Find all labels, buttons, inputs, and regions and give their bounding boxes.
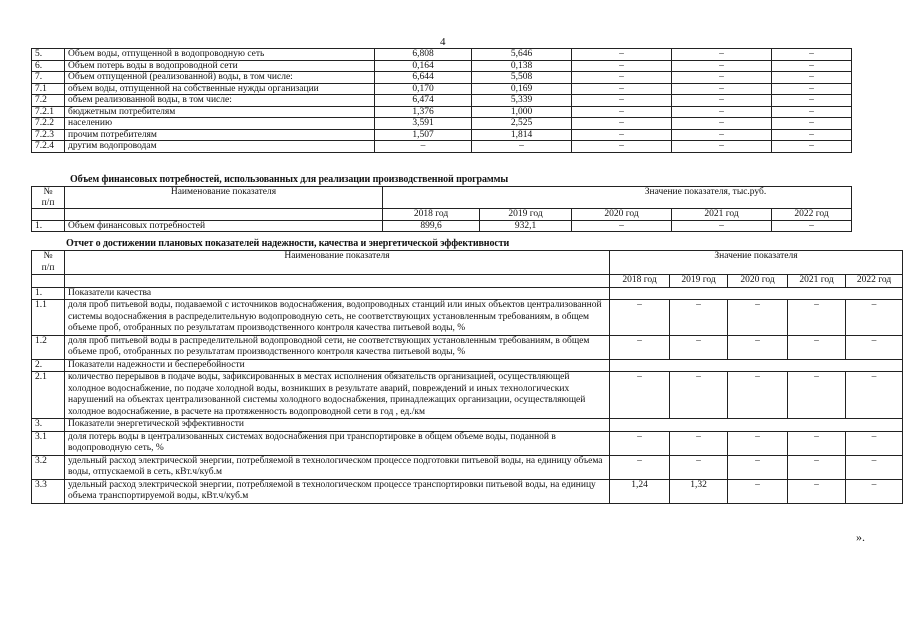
- value-2020: –: [572, 72, 672, 84]
- table-row: [32, 431, 903, 455]
- row-name: Объем потерь воды в водопроводной сети: [65, 60, 375, 72]
- value-2020: –: [572, 95, 672, 107]
- table-row: [32, 220, 852, 232]
- value-2019: 0,138: [472, 60, 572, 72]
- value-2020: –: [572, 60, 672, 72]
- value-2021: –: [672, 141, 772, 153]
- row-name: прочим потребителям: [65, 129, 375, 141]
- value-2021: –: [788, 455, 846, 479]
- value-2021: –: [788, 300, 846, 336]
- value-2022: –: [772, 49, 852, 61]
- value-2022: –: [772, 72, 852, 84]
- value-2020: –: [572, 83, 672, 95]
- row-name: объем воды, отпущенной на собственные нужды организации: [65, 83, 375, 95]
- value-2021: –: [672, 49, 772, 61]
- name-header-cont: [65, 275, 610, 288]
- num-header-cont: [32, 275, 65, 288]
- section-row: [32, 287, 903, 300]
- value-2021: –: [672, 60, 772, 72]
- value-2022: –: [846, 300, 903, 336]
- row-name: объем реализованной воды, в том числе:: [65, 95, 375, 107]
- value-2021: –: [788, 335, 846, 359]
- table-row: [32, 60, 852, 72]
- value-2019: 2,525: [472, 118, 572, 130]
- row-num: 3.: [32, 419, 65, 432]
- row-name: доля потерь воды в централизованных системах водоснабжения при транспортировке в общем объеме воды, поданной в водопроводную сеть, %: [65, 431, 610, 455]
- value-2021: –: [672, 72, 772, 84]
- value-2018: –: [610, 455, 670, 479]
- value-2019: –: [670, 431, 728, 455]
- section-title: Показатели качества: [65, 287, 610, 300]
- table-row: [32, 129, 852, 141]
- value-2018: –: [610, 372, 670, 419]
- row-num: 6.: [32, 60, 65, 72]
- row-num: 2.: [32, 359, 65, 372]
- value-2022: –: [772, 129, 852, 141]
- value-2019: –: [670, 455, 728, 479]
- row-num: 7.: [32, 72, 65, 84]
- table-row: [32, 83, 852, 95]
- value-2021: –: [788, 431, 846, 455]
- row-name: бюджетным потребителям: [65, 106, 375, 118]
- year-header: 2022 год: [772, 209, 852, 221]
- row-num: 7.2.3: [32, 129, 65, 141]
- value-2018: –: [610, 335, 670, 359]
- row-num: 1.1: [32, 300, 65, 336]
- name-header: Наименование показателя: [65, 251, 610, 275]
- value-2022: –: [772, 95, 852, 107]
- row-name: Объем воды, отпущенной в водопроводную сеть: [65, 49, 375, 61]
- year-header: 2021 год: [672, 209, 772, 221]
- value-2021: –: [788, 372, 846, 419]
- year-header: 2020 год: [728, 275, 788, 288]
- row-num: 7.2.2: [32, 118, 65, 130]
- value-2018: 6,808: [375, 49, 472, 61]
- row-num: 1.: [32, 287, 65, 300]
- value-2019: –: [472, 141, 572, 153]
- section-title: Показатели энергетической эффективности: [65, 419, 610, 432]
- closing-mark: ».: [856, 530, 865, 544]
- water-volume-table: [31, 48, 852, 153]
- row-num: 1.2: [32, 335, 65, 359]
- section-title: Показатели надежности и бесперебойности: [65, 359, 610, 372]
- value-2022: –: [772, 83, 852, 95]
- year-header: 2018 год: [383, 209, 480, 221]
- value-2018: 6,474: [375, 95, 472, 107]
- financial-needs-caption: Объем финансовых потребностей, использованных для реализации производственной программы: [70, 174, 509, 185]
- name-header-cont: [65, 209, 383, 221]
- num-header-cont: [32, 209, 65, 221]
- name-header: Наименование показателя: [65, 187, 383, 209]
- value-2020: –: [572, 220, 672, 232]
- empty-cell: [610, 419, 903, 432]
- row-name: удельный расход электрической энергии, потребляемой в технологическом процессе подготовки питьевой воды, на единицу объема воды, отпускаемой в сеть, кВт.ч/куб.м: [65, 455, 610, 479]
- financial-needs-table: [31, 186, 852, 232]
- table-row: [32, 455, 903, 479]
- table-row: [32, 335, 903, 359]
- value-2018: 1,376: [375, 106, 472, 118]
- year-header: 2018 год: [610, 275, 670, 288]
- num-header: № п/п: [32, 187, 65, 209]
- table-row: [32, 141, 852, 153]
- value-2022: –: [772, 220, 852, 232]
- value-2019: 0,169: [472, 83, 572, 95]
- row-name: Объем финансовых потребностей: [65, 220, 383, 232]
- value-2022: –: [846, 372, 903, 419]
- row-name: Объем отпущенной (реализованной) воды, в том числе:: [65, 72, 375, 84]
- year-header: 2019 год: [670, 275, 728, 288]
- indicators-table: [31, 250, 903, 504]
- value-2020: –: [728, 431, 788, 455]
- value-2020: –: [728, 335, 788, 359]
- section-row: [32, 419, 903, 432]
- value-2018: 1,24: [610, 479, 670, 503]
- value-2021: –: [672, 118, 772, 130]
- value-2020: –: [728, 455, 788, 479]
- value-header: Значение показателя, тыс.руб.: [383, 187, 852, 209]
- value-2022: –: [772, 141, 852, 153]
- value-2021: –: [672, 95, 772, 107]
- value-2022: –: [846, 455, 903, 479]
- row-num: 2.1: [32, 372, 65, 419]
- row-num: 7.2.4: [32, 141, 65, 153]
- value-2020: –: [728, 300, 788, 336]
- table-row: [32, 479, 903, 503]
- value-2021: –: [788, 479, 846, 503]
- page-number: 4: [440, 36, 446, 48]
- value-2018: 0,164: [375, 60, 472, 72]
- table-row: [32, 118, 852, 130]
- value-2019: 5,339: [472, 95, 572, 107]
- table-row: [32, 95, 852, 107]
- value-2018: 6,644: [375, 72, 472, 84]
- section-row: [32, 359, 903, 372]
- value-2019: 5,508: [472, 72, 572, 84]
- value-2022: –: [772, 106, 852, 118]
- row-num: 7.2.1: [32, 106, 65, 118]
- value-2019: 1,32: [670, 479, 728, 503]
- year-header: 2019 год: [480, 209, 572, 221]
- value-2020: –: [572, 118, 672, 130]
- value-2022: –: [846, 431, 903, 455]
- indicators-caption: Отчет о достижении плановых показателей надежности, качества и энергетической эффективности: [66, 238, 510, 249]
- table-row: [32, 106, 852, 118]
- table-row: [32, 372, 903, 419]
- table-row: [32, 49, 852, 61]
- row-num: 5.: [32, 49, 65, 61]
- year-header: 2022 год: [846, 275, 903, 288]
- value-2020: –: [572, 141, 672, 153]
- row-name: доля проб питьевой воды в распределительной водопроводной сети, не соответствующих установленным требованиям, в общем объеме проб, отобранных по результатам производственного контроля качества питьевой воды, %: [65, 335, 610, 359]
- value-2020: –: [728, 479, 788, 503]
- value-2021: –: [672, 220, 772, 232]
- value-2018: 1,507: [375, 129, 472, 141]
- row-num: 3.3: [32, 479, 65, 503]
- value-2022: –: [772, 118, 852, 130]
- row-num: 7.2: [32, 95, 65, 107]
- value-2022: –: [846, 479, 903, 503]
- row-name: количество перерывов в подаче воды, зафиксированных в местах исполнения обязательств организацией, осуществляющей холодное водоснабжение, по подаче холодной воды, возникших в результате аварий, повреждений и иных технологических нарушений на объектах централизованной системы холодного водоснабжения, принадлежащих организации, осуществляющей холодное водоснабжение, в расчете на протяженность водопроводной сети в год , ед./км: [65, 372, 610, 419]
- empty-cell: [610, 359, 903, 372]
- year-header: 2021 год: [788, 275, 846, 288]
- row-num: 3.2: [32, 455, 65, 479]
- empty-cell: [610, 287, 903, 300]
- row-num: 3.1: [32, 431, 65, 455]
- row-name: удельный расход электрической энергии, потребляемой в технологическом процессе транспортировки питьевой воды, на единицу объема транспортируемой воды, кВт.ч/куб.м: [65, 479, 610, 503]
- row-name: населению: [65, 118, 375, 130]
- value-2021: –: [672, 106, 772, 118]
- value-2018: 0,170: [375, 83, 472, 95]
- value-2018: –: [610, 300, 670, 336]
- value-2019: –: [670, 300, 728, 336]
- row-name: доля проб питьевой воды, подаваемой с источников водоснабжения, водопроводных станций или иных объектов централизованной системы водоснабжения в распределительную водопроводную сеть, не соответствующих установленным требованиям, в общем объеме проб, отобранных по результатам производственного контроля качества питьевой воды, %: [65, 300, 610, 336]
- row-num: 7.1: [32, 83, 65, 95]
- value-2018: 899,6: [383, 220, 480, 232]
- value-2020: –: [572, 106, 672, 118]
- value-2020: –: [728, 372, 788, 419]
- table-row: [32, 72, 852, 84]
- value-2022: –: [772, 60, 852, 72]
- value-2021: –: [672, 83, 772, 95]
- num-header: № п/п: [32, 251, 65, 275]
- row-num: 1.: [32, 220, 65, 232]
- row-name: другим водопроводам: [65, 141, 375, 153]
- value-2019: 932,1: [480, 220, 572, 232]
- value-2018: 3,591: [375, 118, 472, 130]
- value-2021: –: [672, 129, 772, 141]
- value-header: Значение показателя: [610, 251, 903, 275]
- table-row: [32, 300, 903, 336]
- value-2019: 5,646: [472, 49, 572, 61]
- value-2018: –: [610, 431, 670, 455]
- value-2020: –: [572, 49, 672, 61]
- year-header: 2020 год: [572, 209, 672, 221]
- value-2019: –: [670, 335, 728, 359]
- value-2019: 1,814: [472, 129, 572, 141]
- value-2018: –: [375, 141, 472, 153]
- value-2019: 1,000: [472, 106, 572, 118]
- value-2019: –: [670, 372, 728, 419]
- value-2020: –: [572, 129, 672, 141]
- value-2022: –: [846, 335, 903, 359]
